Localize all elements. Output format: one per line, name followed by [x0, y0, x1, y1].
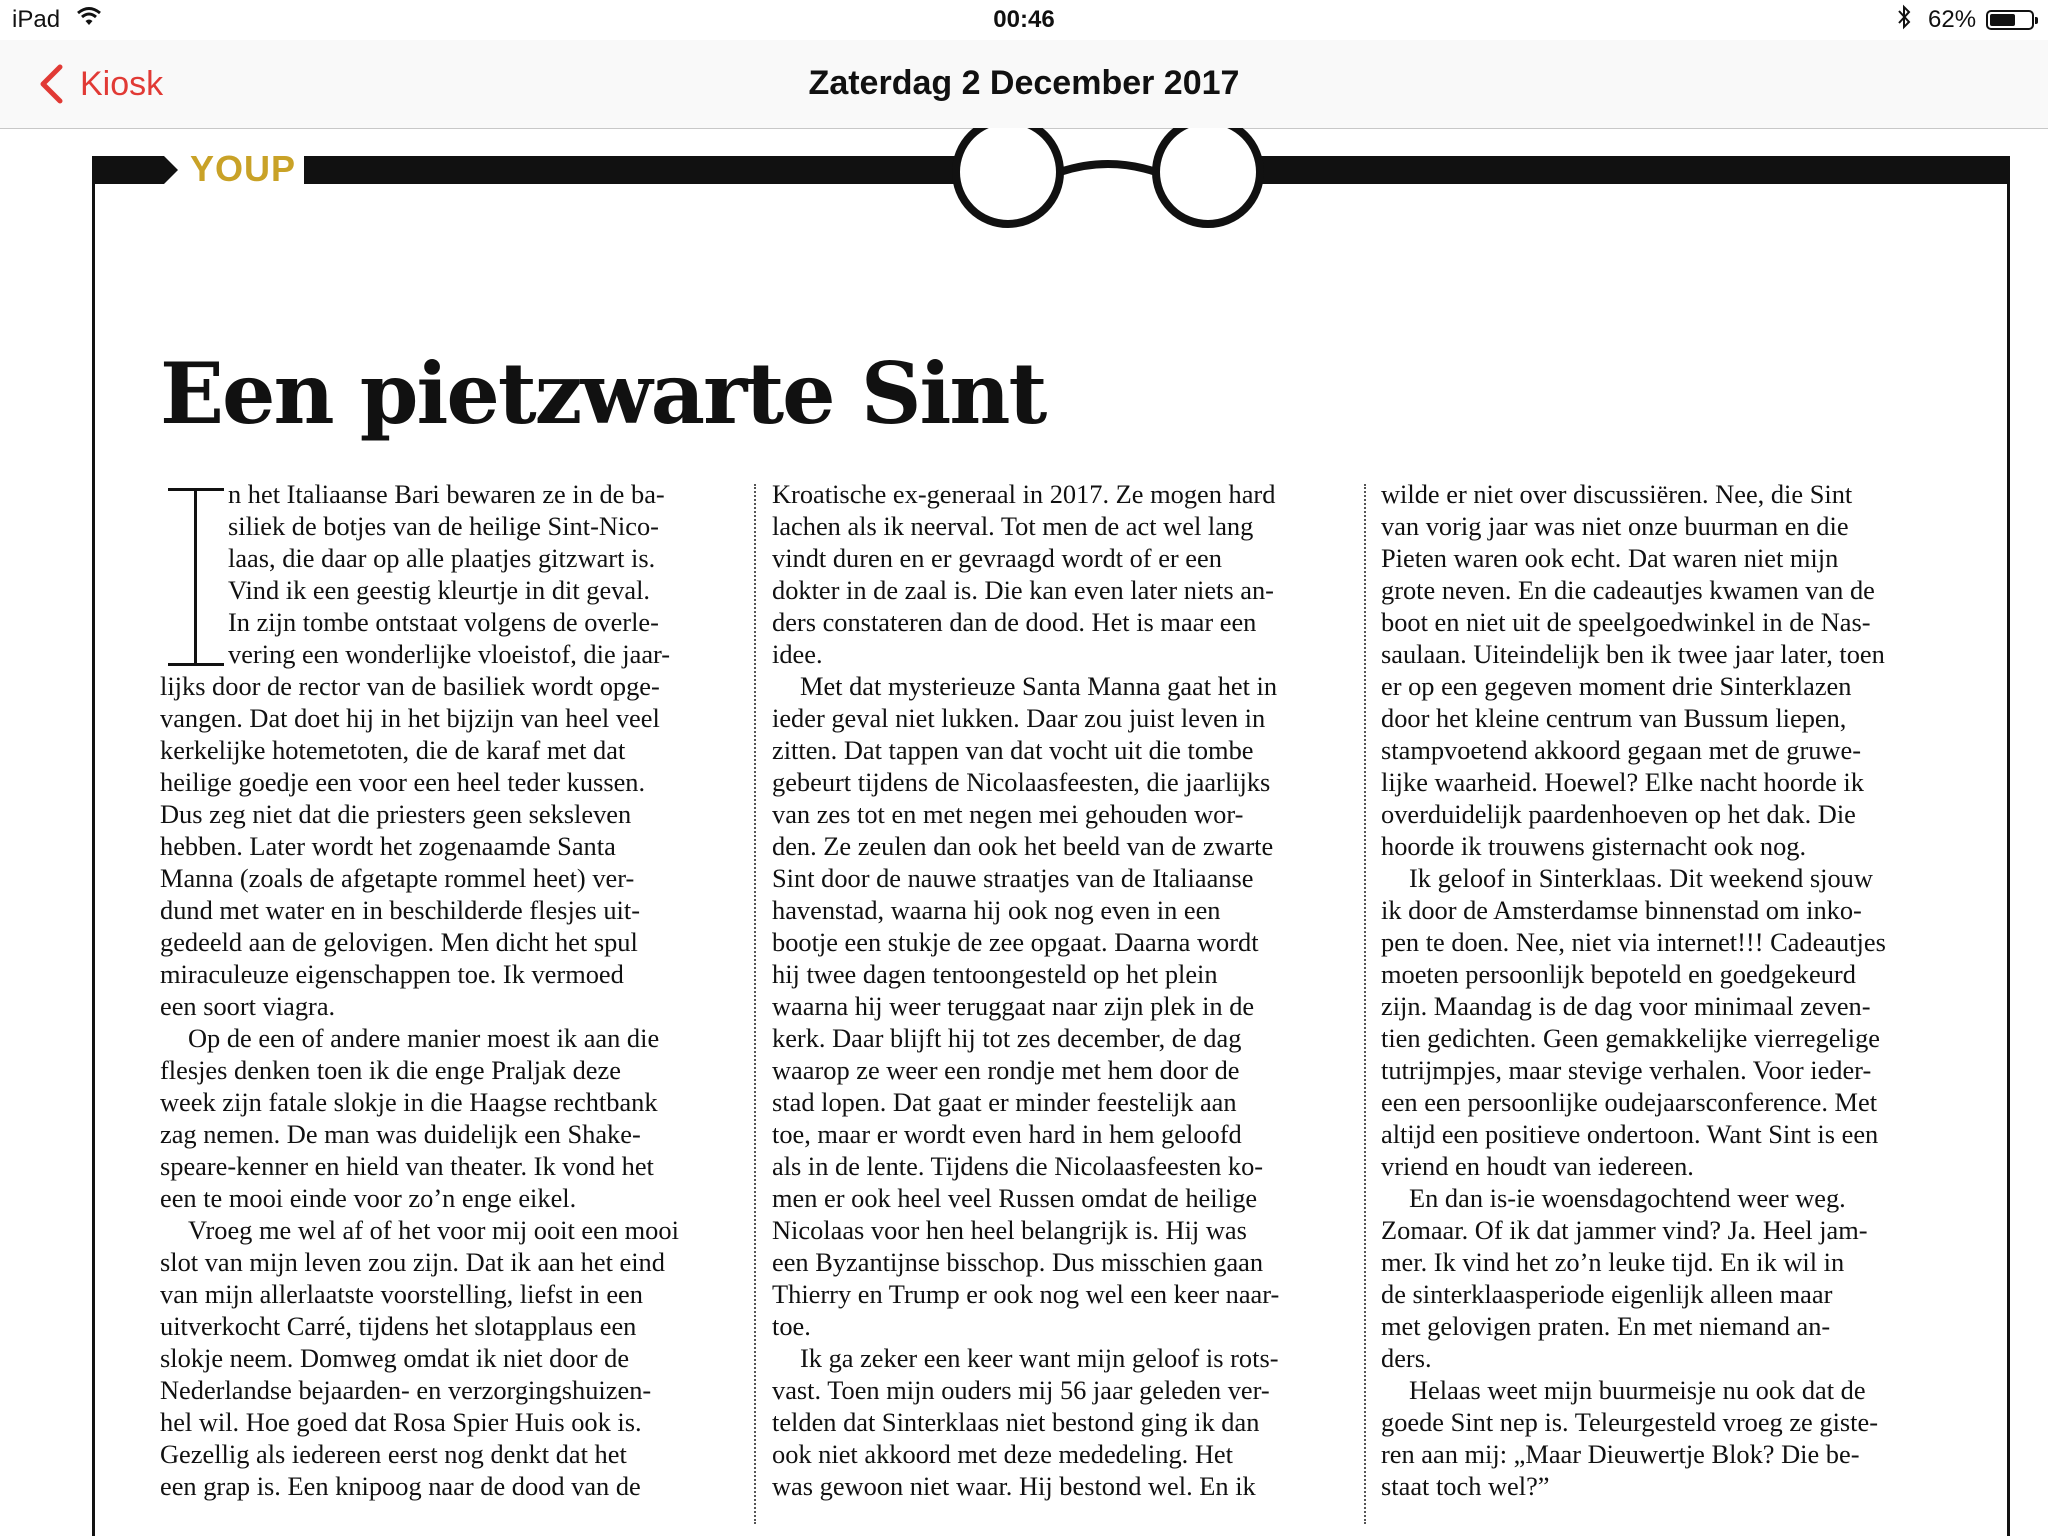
text-line: boot en niet uit de speelgoedwinkel in de Nas- [1381, 607, 1871, 637]
back-label: Kiosk [80, 64, 164, 103]
text-line: van mijn allerlaatste voorstelling, liefst in een [160, 1279, 643, 1309]
text-line: gebeurt tijdens de Nicolaasfeesten, die jaarlijks [772, 767, 1271, 797]
text-line: siliek de botjes van de heilige Sint-Nico- [228, 511, 659, 541]
column-divider [754, 484, 756, 1524]
text-line: een grap is. Een knipoog naar de dood van de [160, 1471, 641, 1501]
text-line: ook niet akkoord met deze mededeling. Het [772, 1439, 1233, 1469]
frame-border [2007, 156, 2010, 1536]
text-line: zitten. Dat tappen van dat vocht uit die tombe [772, 735, 1254, 765]
header-bar [92, 156, 164, 184]
article-headline: Een pietzwarte Sint [160, 344, 1046, 444]
text-line: stad lopen. Dat gaat er minder feestelijk aan [772, 1087, 1237, 1117]
text-line: toe, maar er wordt even hard in hem geloofd [772, 1119, 1242, 1149]
text-line: altijd een positieve ondertoon. Want Sint is een [1381, 1119, 1879, 1149]
text-line: uitverkocht Carré, tijdens het slotapplaus een [160, 1311, 637, 1341]
text-line: flesjes denken toen ik die enge Praljak deze [160, 1055, 621, 1085]
text-line: ders constateren dan de dood. Het is maar een [772, 607, 1257, 637]
frame-border [92, 156, 95, 1536]
text-line: Nicolaas voor hen heel belangrijk is. Hij was [772, 1215, 1247, 1245]
text-line: kerkelijke hotemetoten, die de karaf met dat [160, 735, 626, 765]
text-line: vering een wonderlijke vloeistof, die jaar- [228, 639, 671, 669]
column-rubric: YOUP [190, 148, 297, 189]
text-line: men er ook heel veel Russen omdat de heilige [772, 1183, 1258, 1213]
text-line: slot van mijn leven zou zijn. Dat ik aan het eind [160, 1247, 665, 1277]
text-line: In zijn tombe ontstaat volgens de overle- [228, 607, 659, 637]
text-line: Ik geloof in Sinterklaas. Dit weekend sjouw [1409, 863, 1873, 893]
text-line: een een persoonlijke oudejaarsconference. Met [1381, 1087, 1878, 1117]
clock: 00:46 [993, 6, 1055, 33]
text-line: van zes tot en met negen mei gehouden wor- [772, 799, 1244, 829]
page-title: Zaterdag 2 December 2017 [808, 64, 1240, 102]
text-line: vangen. Dat doet hij in het bijzijn van heel veel [160, 703, 660, 733]
text-line: vast. Toen mijn ouders mij 56 jaar geleden ver- [772, 1375, 1270, 1405]
device-label: iPad [12, 6, 61, 33]
text-line: tien gedichten. Geen gemakkelijke vierregelige [1381, 1023, 1880, 1053]
text-line: overduidelijk paardenhoeven op het dak. Die [1381, 799, 1856, 829]
text-line: idee. [772, 639, 823, 669]
text-column-3 [1381, 478, 1953, 1502]
text-line: lijks door de rector van de basiliek wordt opge- [160, 671, 660, 701]
text-line: dund met water en in beschilderde flesjes uit- [160, 895, 641, 925]
text-line: vriend en houdt van iedereen. [1381, 1151, 1694, 1181]
text-line: hel wil. Hoe goed dat Rosa Spier Huis ook is. [160, 1407, 642, 1437]
text-line: Ik ga zeker een keer want mijn geloof is rots- [800, 1343, 1279, 1373]
text-line: slokje neem. Domweg omdat ik niet door de [160, 1343, 630, 1373]
text-line: Vind ik een geestig kleurtje in dit geval. [228, 575, 651, 605]
text-line: stampvoetend akkoord gegaan met de gruwe- [1381, 735, 1861, 765]
text-line: Gezellig als iedereen eerst nog denkt dat het [160, 1439, 627, 1469]
text-line: goede Sint nep is. Teleurgesteld vroeg ze giste- [1381, 1407, 1879, 1437]
text-line: ders. [1381, 1343, 1432, 1373]
text-line: lachen als ik neerval. Tot men de act wel lang [772, 511, 1254, 541]
glasses-icon [928, 128, 1288, 228]
text-line: heilige goedje een voor een heel teder kussen. [160, 767, 646, 797]
battery-percent: 62% [1928, 6, 1977, 33]
text-line: dokter in de zaal is. Die kan even later niets an- [772, 575, 1274, 605]
text-line: Nederlandse bejaarden- en verzorgingshuizen- [160, 1375, 652, 1405]
text-line: havenstad, waarna hij ook nog even in een [772, 895, 1221, 925]
article-page[interactable] [92, 128, 2012, 1536]
text-line: er op een gegeven moment drie Sinterklazen [1381, 671, 1852, 701]
text-line: Manna (zoals de afgetapte rommel heet) ver- [160, 863, 635, 893]
text-line: grote neven. En die cadeautjes kwamen van de [1381, 575, 1875, 605]
text-line: een Byzantijnse bisschop. Dus misschien gaan [772, 1247, 1264, 1277]
text-line: zag nemen. De man was duidelijk een Shake- [160, 1119, 641, 1149]
text-line: vindt duren en er gevraagd wordt of er een [772, 543, 1222, 573]
text-line: bootje een stukje de zee opgaat. Daarna wordt [772, 927, 1259, 957]
text-line: speare-kenner en hield van theater. Ik vond het [160, 1151, 654, 1181]
text-line: moeten persoonlijk bepoteld en goedgekeurd [1381, 959, 1856, 989]
header-notch [164, 156, 178, 184]
text-line: lijke waarheid. Hoewel? Elke nacht hoorde ik [1381, 767, 1864, 797]
status-bar [0, 0, 2048, 40]
text-line: Vroeg me wel af of het voor mij ooit een mooi [188, 1215, 679, 1245]
text-line: waarop ze weer een rondje met hem door de [772, 1055, 1240, 1085]
text-line: van vorig jaar was niet onze buurman en die [1381, 511, 1849, 541]
text-line: ieder geval niet lukken. Daar zou juist leven in [772, 703, 1266, 733]
text-line: als in de lente. Tijdens die Nicolaasfeesten ko- [772, 1151, 1264, 1181]
text-line: ik door de Amsterdamse binnenstad om inko- [1381, 895, 1862, 925]
text-line: Thierry en Trump er ook nog wel een keer naar- [772, 1279, 1280, 1309]
text-line: wilde er niet over discussiëren. Nee, die Sint [1381, 479, 1853, 509]
column-divider [1364, 484, 1366, 1524]
text-line: week zijn fatale slokje in die Haagse rechtbank [160, 1087, 658, 1117]
text-line: mer. Ik vind het zo’n leuke tijd. En ik wil in [1381, 1247, 1845, 1277]
text-line: gedeeld aan de gelovigen. Men dicht het spul [160, 927, 638, 957]
battery-icon [1986, 10, 2034, 30]
text-line: de sinterklaasperiode eigenlijk alleen maar [1381, 1279, 1833, 1309]
text-line: Pieten waren ook echt. Dat waren niet mijn [1381, 543, 1839, 573]
text-line: staat toch wel?” [1381, 1471, 1550, 1501]
bluetooth-icon [1896, 4, 1912, 30]
text-line: miraculeuze eigenschappen toe. Ik vermoed [160, 959, 624, 989]
navigation-bar [0, 40, 2048, 129]
text-line: Dus zeg niet dat die priesters geen seksleven [160, 799, 632, 829]
text-line: den. Ze zeulen dan ook het beeld van de zwarte [772, 831, 1274, 861]
header-bar [1192, 156, 2010, 184]
text-line: telden dat Sinterklaas niet bestond ging ik dan [772, 1407, 1260, 1437]
text-line: Kroatische ex-generaal in 2017. Ze mogen hard [772, 479, 1276, 509]
text-column-2 [772, 478, 1344, 1502]
text-line: toe. [772, 1311, 811, 1341]
text-line: laas, die daar op alle plaatjes gitzwart is. [228, 543, 656, 573]
text-line: hoorde ik trouwens gisternacht ook nog. [1381, 831, 1807, 861]
text-column-1 [160, 478, 732, 1502]
text-line: Sint door de nauwe straatjes van de Italiaanse [772, 863, 1254, 893]
text-line: door het kleine centrum van Bussum liepen, [1381, 703, 1847, 733]
text-line: Helaas weet mijn buurmeisje nu ook dat de [1409, 1375, 1866, 1405]
text-line: Zomaar. Of ik dat jammer vind? Ja. Heel jam- [1381, 1215, 1868, 1245]
text-line: ren aan mij: „Maar Dieuwertje Blok? Die be- [1381, 1439, 1860, 1469]
text-line: n het Italiaanse Bari bewaren ze in de ba- [228, 479, 665, 509]
text-line: hebben. Later wordt het zogenaamde Santa [160, 831, 616, 861]
text-line: Met dat mysterieuze Santa Manna gaat het in [800, 671, 1278, 701]
drop-cap [168, 488, 224, 666]
text-line: kerk. Daar blijft hij tot zes december, de dag [772, 1023, 1242, 1053]
text-line: een te mooi einde voor zo’n enge eikel. [160, 1183, 577, 1213]
text-line: En dan is-ie woensdagochtend weer weg. [1409, 1183, 1846, 1213]
text-line: pen te doen. Nee, niet via internet!!! Cadeautjes [1381, 927, 1886, 957]
text-line: met gelovigen praten. En met niemand an- [1381, 1311, 1831, 1341]
text-line: hij twee dagen tentoongesteld op het plein [772, 959, 1218, 989]
text-line: Op de een of andere manier moest ik aan die [188, 1023, 660, 1053]
text-line: tutrijmpjes, maar stevige verhalen. Voor ieder- [1381, 1055, 1872, 1085]
text-line: was gewoon niet waar. Hij bestond wel. En ik [772, 1471, 1256, 1501]
text-line: zijn. Maandag is de dag voor minimaal zeven- [1381, 991, 1871, 1021]
text-line: een soort viagra. [160, 991, 336, 1021]
text-line: waarna hij weer teruggaat naar zijn plek in de [772, 991, 1255, 1021]
text-line: saulaan. Uiteindelijk ben ik twee jaar later, toen [1381, 639, 1885, 669]
